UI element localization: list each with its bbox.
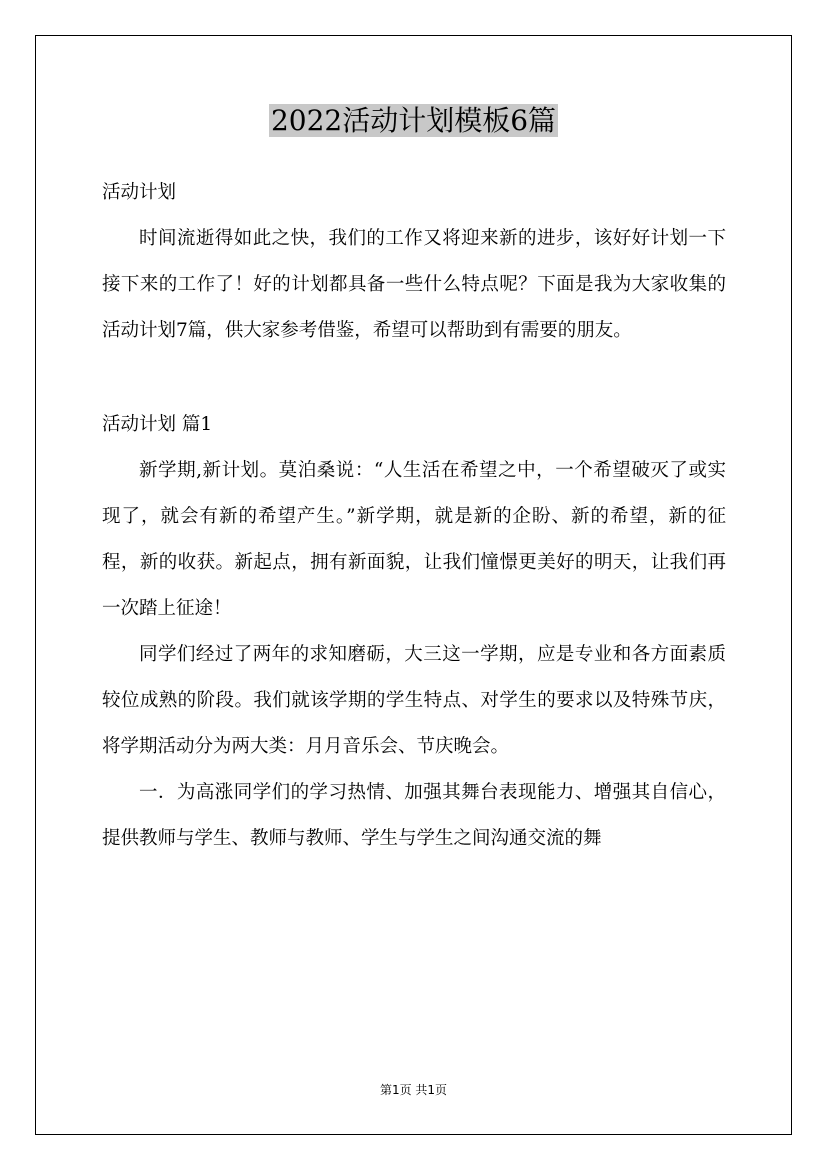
- section-gap: [102, 354, 726, 402]
- document-title-container: [0, 100, 827, 142]
- page-number: 第1页 共1页: [379, 1083, 448, 1097]
- section1-paragraph-3: 一．为高涨同学们的学习热情、加强其舞台表现能力、增强其自信心，提供教师与学生、教师与教师、学生与学生之间沟通交流的舞: [102, 782, 726, 849]
- section1-paragraph-2: 同学们经过了两年的求知磨砺，大三这一学期，应是专业和各方面素质较位成熟的阶段。我们就该学期的学生特点、对学生的要求以及特殊节庆，将学期活动分为两大类：月月音乐会、节庆晚会。: [102, 644, 726, 757]
- intro-heading: 活动计划: [102, 182, 177, 203]
- intro-paragraph: 时间流逝得如此之快，我们的工作又将迎来新的进步，该好好计划一下接下来的工作了！好的计划都具备一些什么特点呢？下面是我为大家收集的活动计划7篇，供大家参考借鉴，希望可以帮助到有需要的朋友。: [102, 228, 726, 341]
- document-title: 2022活动计划模板6篇: [270, 104, 557, 137]
- section1-paragraph-1: 新学期,新计划。莫泊桑说：“人生活在希望之中，一个希望破灭了或实现了，就会有新的希望产生。”新学期，就是新的企盼、新的希望，新的征程，新的收获。新起点，拥有新面貌，让我们憧憬更美好的明天，让我们再一次踏上征途！: [102, 460, 726, 619]
- document-body: [102, 170, 726, 862]
- page-footer: [0, 1081, 827, 1098]
- section1-heading: 活动计划 篇1: [102, 414, 213, 435]
